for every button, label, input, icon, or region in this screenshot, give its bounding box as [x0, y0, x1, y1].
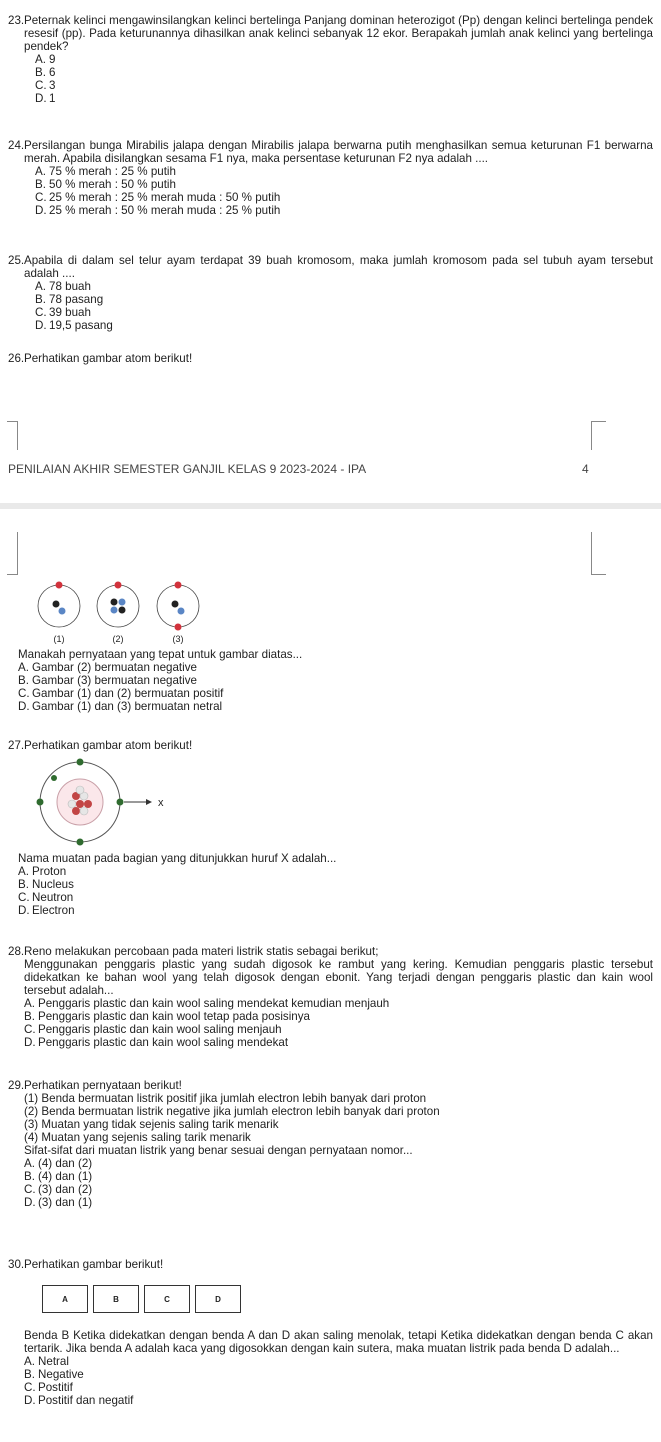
- option-d[interactable]: D. (3) dan (1): [24, 1196, 93, 1209]
- option-a[interactable]: A. 75 % merah : 25 % putih: [35, 165, 176, 178]
- question-29: 29.Perhatikan pernyataan berikut! (1) Benda bermuatan listrik positif jika jumlah electron lebih banyak dari proton (2) Benda bermuatan listrik negative jika jumlah electron lebih banyak dari proton (3) Muatan yang tidak sejenis saling tarik menarik (4) Muatan yang sejenis saling tarik menarik Sifat-sifat dari muatan listrik yang benar sesuai dengan pernyataan nomor... A. (4) dan (2) B. (4) dan (1) C. (3) dan (2) D. (3) dan (1): [8, 1079, 653, 1209]
- page-break: [0, 503, 661, 509]
- question-27-stem: 27.Perhatikan gambar atom berikut!: [8, 739, 193, 752]
- question-stem: Reno melakukan percobaan pada materi listrik statis sebagai berikut;: [24, 945, 379, 958]
- nucleus-particle: [59, 608, 66, 615]
- options-list: [35, 165, 653, 217]
- atom-label-3: (3): [172, 634, 184, 644]
- atom-1: [38, 582, 80, 628]
- question-25: 25.Apabila di dalam sel telur ayam terdapat 39 buah kromosom, maka jumlah kromosom pada sel tubuh ayam tersebut adalah .... A. 78 buah B. 78 pasang C. 39 buah D. 19,5 pasang: [8, 254, 653, 332]
- atom-label-1: (1): [53, 634, 65, 644]
- option-a[interactable]: A. 9: [35, 53, 56, 66]
- question-27: [18, 852, 653, 917]
- option-b[interactable]: B. Penggaris plastic dan kain wool tetap pada posisinya: [24, 1010, 310, 1023]
- statement-1: (1) Benda bermuatan listrik positif jika jumlah electron lebih banyak dari proton: [24, 1092, 427, 1105]
- question-prompt: Manakah pernyataan yang tepat untuk gambar diatas...: [18, 648, 303, 661]
- option-d[interactable]: D. 1: [35, 92, 56, 105]
- nucleus-particle: [76, 800, 84, 808]
- option-c[interactable]: C. Postitif: [24, 1381, 73, 1394]
- options-list: [24, 997, 653, 1049]
- option-c[interactable]: C. Penggaris plastic dan kain wool saling menjauh: [24, 1023, 282, 1036]
- nucleus-particle: [68, 800, 76, 808]
- question-body: Menggunakan penggaris plastic yang sudah digosok ke rambut yang kering. Kemudian penggaris plastic tersebut didekatkan ke bahan wool yang telah digosok dengan ebonit. Yang terjadi dengan penggaris plastic dan kain wool tersebut adalah...: [24, 958, 653, 997]
- question-23: 23.Peternak kelinci mengawinsilangkan kelinci bertelinga Panjang dominan heterozigot (Pp) dengan kelinci bertelinga pendek resesif (pp). Pada keturunannya dihasilkan anak kelinci sebanyak 12 ekor. Berapakah jumlah anak kelinci yang bertelinga pendek? A. 9 B. 6 C. 3 D. 1: [8, 14, 653, 105]
- option-b[interactable]: B. Nucleus: [18, 878, 74, 891]
- option-d[interactable]: D. Postitif dan negatif: [24, 1394, 134, 1407]
- electron: [37, 799, 44, 806]
- nucleus-particle: [53, 601, 60, 608]
- option-d[interactable]: D. Penggaris plastic dan kain wool saling mendekat: [24, 1036, 289, 1049]
- option-c[interactable]: C. 39 buah: [35, 306, 91, 319]
- question-stem: Peternak kelinci mengawinsilangkan kelinci bertelinga Panjang dominan heterozigot (Pp) dengan kelinci bertelinga pendek resesif (pp). Pada keturunannya dihasilkan anak kelinci sebanyak 12 ekor. Berapakah jumlah anak kelinci yang bertelinga pendek?: [24, 14, 653, 53]
- object-box-d: D: [195, 1285, 241, 1313]
- electron: [175, 624, 182, 631]
- options-list: [18, 865, 653, 917]
- option-c[interactable]: C. (3) dan (2): [24, 1183, 93, 1196]
- question-body: Benda B Ketika didekatkan dengan benda A dan D akan saling menolak, tetapi Ketika didekatkan dengan benda C akan tertarik. Jika benda A adalah kaca yang digosokkan dengan kain sutera, maka muatan listrik pada benda D adalah...: [24, 1329, 653, 1355]
- question-stem: Perhatikan gambar atom berikut!: [24, 739, 193, 752]
- electron: [175, 582, 182, 589]
- question-28: 28.Reno melakukan percobaan pada materi listrik statis sebagai berikut; Menggunakan penggaris plastic yang sudah digosok ke rambut yang kering. Kemudian penggaris plastic tersebut didekatkan ke bahan wool yang telah digosok dengan ebonit. Yang terjadi dengan penggaris plastic dan kain wool tersebut adalah... A. Penggaris plastic dan kain wool saling mendekat kemudian menjauh B. Penggaris plastic dan kain wool tetap pada posisinya C. Penggaris plastic dan kain wool saling menjauh D. Penggaris plastic dan kain wool saling mendekat: [8, 945, 653, 1049]
- question-30-stem: 30.Perhatikan gambar berikut!: [8, 1258, 164, 1271]
- atom-figure: [30, 574, 210, 646]
- nucleus-particle: [111, 599, 118, 606]
- nucleus-particle: [119, 607, 126, 614]
- option-a[interactable]: A. Proton: [18, 865, 67, 878]
- electron: [117, 799, 124, 806]
- option-d[interactable]: D. 25 % merah : 50 % merah muda : 25 % putih: [35, 204, 281, 217]
- option-c[interactable]: C. 3: [35, 79, 56, 92]
- option-a[interactable]: A. (4) dan (2): [24, 1157, 93, 1170]
- nucleus-particle: [84, 800, 92, 808]
- arrow-head: [146, 799, 152, 805]
- options-list: [24, 1355, 653, 1407]
- label-x: x: [158, 797, 164, 809]
- statement-2: (2) Benda bermuatan listrik negative jika jumlah electron lebih banyak dari proton: [24, 1105, 440, 1118]
- nucleus-particle: [80, 807, 88, 815]
- options-list: [18, 661, 653, 713]
- crop-mark: [7, 421, 18, 450]
- question-24: 24.Persilangan bunga Mirabilis jalapa dengan Mirabilis jalapa berwarna putih menghasilkan semua keturunan F1 berwarna merah. Apabila disilangkan sesama F1 nya, maka persentase keturunan F2 nya adalah .... A. 75 % merah : 25 % putih B. 50 % merah : 50 % putih C. 25 % merah : 25 % merah muda : 50 % putih D. 25 % merah : 50 % merah muda : 25 % putih: [8, 139, 653, 217]
- atom-3: [157, 582, 199, 631]
- nucleus-particle: [119, 599, 126, 606]
- option-b[interactable]: B. Gambar (3) bermuatan negative: [18, 674, 197, 687]
- object-box-c: C: [144, 1285, 190, 1313]
- options-list: [24, 1157, 653, 1209]
- electron: [77, 839, 84, 846]
- object-box-b: B: [93, 1285, 139, 1313]
- nucleus-particle: [172, 601, 179, 608]
- question-26: [18, 648, 653, 713]
- option-b[interactable]: B. 78 pasang: [35, 293, 104, 306]
- statement-3: (3) Muatan yang tidak sejenis saling tarik menarik: [24, 1118, 279, 1131]
- object-box-a: A: [42, 1285, 88, 1313]
- crop-mark: [7, 532, 18, 575]
- option-a[interactable]: A. Penggaris plastic dan kain wool saling mendekat kemudian menjauh: [24, 997, 390, 1010]
- nucleus-particle: [111, 607, 118, 614]
- option-a[interactable]: A. Gambar (2) bermuatan negative: [18, 661, 197, 674]
- option-b[interactable]: B. 6: [35, 66, 56, 79]
- option-d[interactable]: D. Electron: [18, 904, 75, 917]
- page-number: 4: [582, 462, 589, 476]
- electron: [56, 582, 63, 589]
- question-prompt: Sifat-sifat dari muatan listrik yang benar sesuai dengan pernyataan nomor...: [24, 1144, 413, 1157]
- options-list: [35, 53, 653, 105]
- question-stem: Perhatikan gambar atom berikut!: [24, 352, 193, 365]
- option-b[interactable]: B. (4) dan (1): [24, 1170, 93, 1183]
- option-b[interactable]: B. Negative: [24, 1368, 84, 1381]
- question-stem: Apabila di dalam sel telur ayam terdapat 39 buah kromosom, maka jumlah kromosom pada sel tubuh ayam tersebut adalah ....: [24, 254, 653, 280]
- footer-title: PENILAIAN AKHIR SEMESTER GANJIL KELAS 9 2023-2024 - IPA: [8, 462, 367, 476]
- atom-2: [97, 582, 139, 628]
- nucleus-particle: [72, 807, 80, 815]
- statement-4: (4) Muatan yang sejenis saling tarik menarik: [24, 1131, 251, 1144]
- question-stem: Perhatikan pernyataan berikut!: [24, 1079, 182, 1092]
- option-c[interactable]: C. 25 % merah : 25 % merah muda : 50 % putih: [35, 191, 281, 204]
- nucleus-particle: [178, 608, 185, 615]
- question-stem: Perhatikan gambar berikut!: [24, 1258, 164, 1271]
- atom-x-figure: [28, 756, 178, 848]
- question-26-stem: 26.Perhatikan gambar atom berikut!: [8, 352, 193, 365]
- option-d[interactable]: D. Gambar (1) dan (3) bermuatan netral: [18, 700, 223, 713]
- options-list: [35, 280, 653, 332]
- option-c[interactable]: C. Neutron: [18, 891, 74, 904]
- option-d[interactable]: D. 19,5 pasang: [35, 319, 113, 332]
- electron: [77, 759, 84, 766]
- option-a[interactable]: A. 78 buah: [35, 280, 91, 293]
- crop-mark: [591, 532, 606, 575]
- question-stem: Persilangan bunga Mirabilis jalapa dengan Mirabilis jalapa berwarna putih menghasilkan semua keturunan F1 berwarna merah. Apabila disilangkan sesama F1 nya, maka persentase keturunan F2 nya adalah ....: [24, 139, 653, 165]
- electron: [115, 582, 122, 589]
- nucleus-particle: [76, 786, 84, 794]
- atom-label-2: (2): [112, 634, 124, 644]
- crop-mark: [591, 421, 606, 450]
- question-prompt: Nama muatan pada bagian yang ditunjukkan huruf X adalah...: [18, 852, 337, 865]
- option-b[interactable]: B. 50 % merah : 50 % putih: [35, 178, 176, 191]
- option-a[interactable]: A. Netral: [24, 1355, 69, 1368]
- electron: [51, 775, 57, 781]
- question-30: [8, 1329, 653, 1407]
- option-c[interactable]: C. Gambar (1) dan (2) bermuatan positif: [18, 687, 224, 700]
